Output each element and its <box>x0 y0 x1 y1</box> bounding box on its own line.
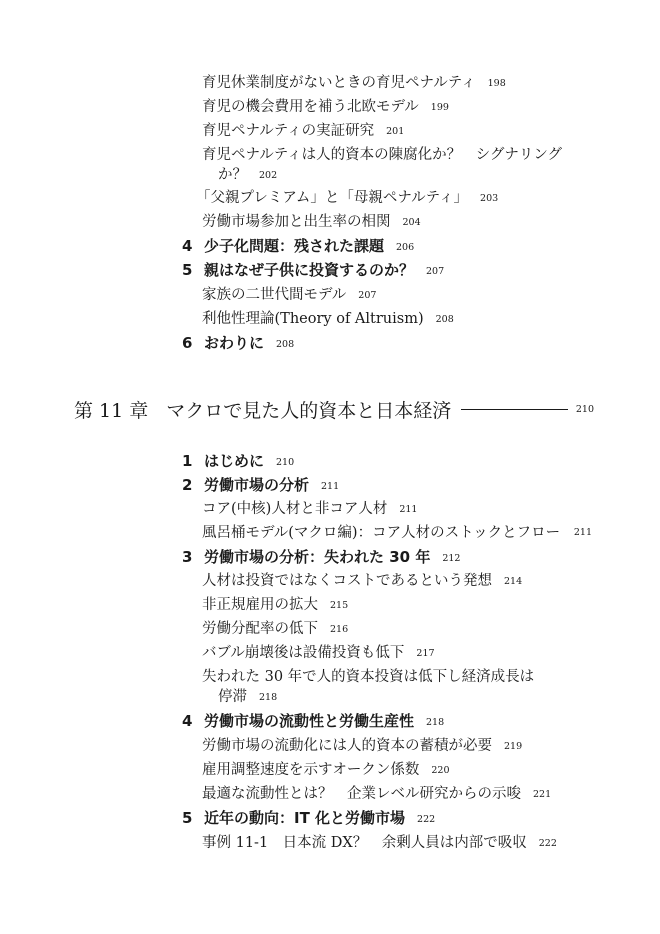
toc-section-number: 1 <box>182 452 193 470</box>
toc-entry <box>202 782 551 807</box>
toc-entry-title: 家族の二世代間モデル <box>202 287 347 303</box>
toc-section-number: 4 <box>182 712 193 730</box>
toc-section-title: 労働市場の分析：失われた 30 年 <box>204 548 431 566</box>
toc-entry <box>202 307 454 332</box>
toc-section-number: 4 <box>182 237 193 255</box>
toc-section-title: おわりに <box>204 334 265 352</box>
toc-section <box>182 709 444 735</box>
chapter-title: マクロで見た人的資本と日本経済 <box>166 399 452 422</box>
toc-entry-title: 育児の機会費用を補う北欧モデル <box>202 99 419 115</box>
toc-entry <box>202 95 449 120</box>
toc-entry <box>202 497 417 522</box>
toc-entry <box>196 186 498 211</box>
toc-entry <box>202 71 506 96</box>
toc-section-number: 2 <box>182 476 193 494</box>
toc-page-number: 203 <box>480 193 499 204</box>
toc-entry <box>202 758 450 783</box>
toc-section-number: 6 <box>182 334 193 352</box>
toc-entry-title: 雇用調整速度を示すオークン係数 <box>202 762 420 778</box>
toc-page-number: 215 <box>330 600 349 611</box>
toc-entry <box>202 617 348 642</box>
toc-entry-title: 失われた 30 年で人的資本投資は低下し経済成長は <box>202 669 535 685</box>
toc-entry-title: 労働市場の流動化には人的資本の蓄積が必要 <box>202 738 492 754</box>
toc-section-title: はじめに <box>204 452 265 470</box>
toc-section <box>182 473 339 499</box>
toc-entry-continuation <box>218 163 277 188</box>
toc-page-number: 208 <box>435 314 454 325</box>
toc-entry <box>202 641 435 666</box>
toc-page-number: 216 <box>330 624 349 635</box>
toc-section-number: 3 <box>182 548 193 566</box>
toc-section <box>182 449 294 475</box>
toc-section-number: 5 <box>182 261 193 279</box>
toc-entry-title: 人材は投資ではなくコストであるという発想 <box>202 573 492 589</box>
toc-entry <box>202 119 404 144</box>
toc-page-number: 211 <box>573 527 592 538</box>
toc-page-number: 218 <box>259 692 278 703</box>
toc-entry <box>202 210 421 235</box>
toc-entry <box>202 734 522 759</box>
toc-page-number: 206 <box>396 242 415 253</box>
toc-entry-title: 育児ペナルティの実証研究 <box>202 123 375 139</box>
toc-page-number: 210 <box>276 457 295 468</box>
toc-page-number: 211 <box>399 504 418 515</box>
toc-page-number: 202 <box>259 170 278 181</box>
toc-page-number: 201 <box>386 126 405 137</box>
toc-entry-title: 利他性理論(Theory of Altruism) <box>202 311 424 327</box>
toc-entry-title-cont: か？ <box>218 167 247 183</box>
toc-page-number: 214 <box>504 576 523 587</box>
toc-page-number: 204 <box>402 217 421 228</box>
toc-entry-title: 育児休業制度がないときの育児ペナルティ <box>202 75 476 91</box>
toc-section <box>182 806 435 832</box>
chapter-page-number: 210 <box>575 403 594 415</box>
toc-entry-title: コア(中核)人材と非コア人材 <box>202 501 388 517</box>
toc-page-number: 218 <box>426 717 445 728</box>
chapter-heading <box>74 394 594 424</box>
toc-page-number: 207 <box>426 266 445 277</box>
toc-page-number: 219 <box>504 741 523 752</box>
toc-page-number: 217 <box>416 648 435 659</box>
toc-page-number: 220 <box>431 765 450 776</box>
toc-page-number: 198 <box>487 78 506 89</box>
toc-section-number: 5 <box>182 809 193 827</box>
toc-page-number: 212 <box>442 553 461 564</box>
toc-entry <box>202 283 376 308</box>
toc-entry-title: バブル崩壊後は設備投資も低下 <box>202 645 405 661</box>
toc-page-number: 211 <box>321 481 340 492</box>
toc-entry-title: 「父親プレミアム」と「母親ペナルティ」 <box>196 190 469 206</box>
toc-entry <box>202 521 560 545</box>
toc-entry <box>202 831 557 856</box>
toc-entry-continuation <box>218 685 277 710</box>
toc-section <box>182 234 414 260</box>
toc-section-title: 少子化問題：残された課題 <box>204 237 385 255</box>
toc-page-number: 208 <box>276 339 295 350</box>
toc-entry-title: 風呂桶モデル(マクロ編)：コア人材のストックとフロー <box>202 525 561 541</box>
toc-entry-title: 事例 11-1 日本流 DX？ 余剰人員は内部で吸収 <box>202 835 527 851</box>
toc-entry-title: 非正規雇用の拡大 <box>202 597 318 613</box>
toc-entry-title: 労働分配率の低下 <box>202 621 318 637</box>
toc-page-number: 222 <box>538 838 557 849</box>
toc-section <box>182 258 444 284</box>
toc-section-title: 労働市場の分析 <box>204 476 310 494</box>
toc-entry <box>202 593 348 618</box>
toc-entry-title: 育児ペナルティは人的資本の陳腐化か？ シグナリング <box>202 147 563 163</box>
leader-rule <box>461 409 568 410</box>
toc-section-title: 労働市場の流動性と労働生産性 <box>204 712 415 730</box>
toc-page-number: 199 <box>430 102 449 113</box>
toc-entry-title: 労働市場参加と出生率の相関 <box>202 214 391 230</box>
toc-entry <box>202 569 522 594</box>
toc-entry-title: 最適な流動性とは？ 企業レベル研究からの示唆 <box>202 786 521 802</box>
toc-page-number: 221 <box>533 789 552 800</box>
toc-section-title: 近年の動向：IT 化と労働市場 <box>204 809 406 827</box>
toc-section <box>182 545 460 571</box>
toc-section-title: 親はなぜ子供に投資するのか？ <box>204 261 415 279</box>
toc-section <box>182 331 294 357</box>
toc-page-number: 222 <box>417 814 436 825</box>
chapter-label: 第 11 章 <box>74 399 149 422</box>
toc-page-number: 207 <box>358 290 377 301</box>
toc-entry-title-cont: 停滞 <box>218 689 247 705</box>
